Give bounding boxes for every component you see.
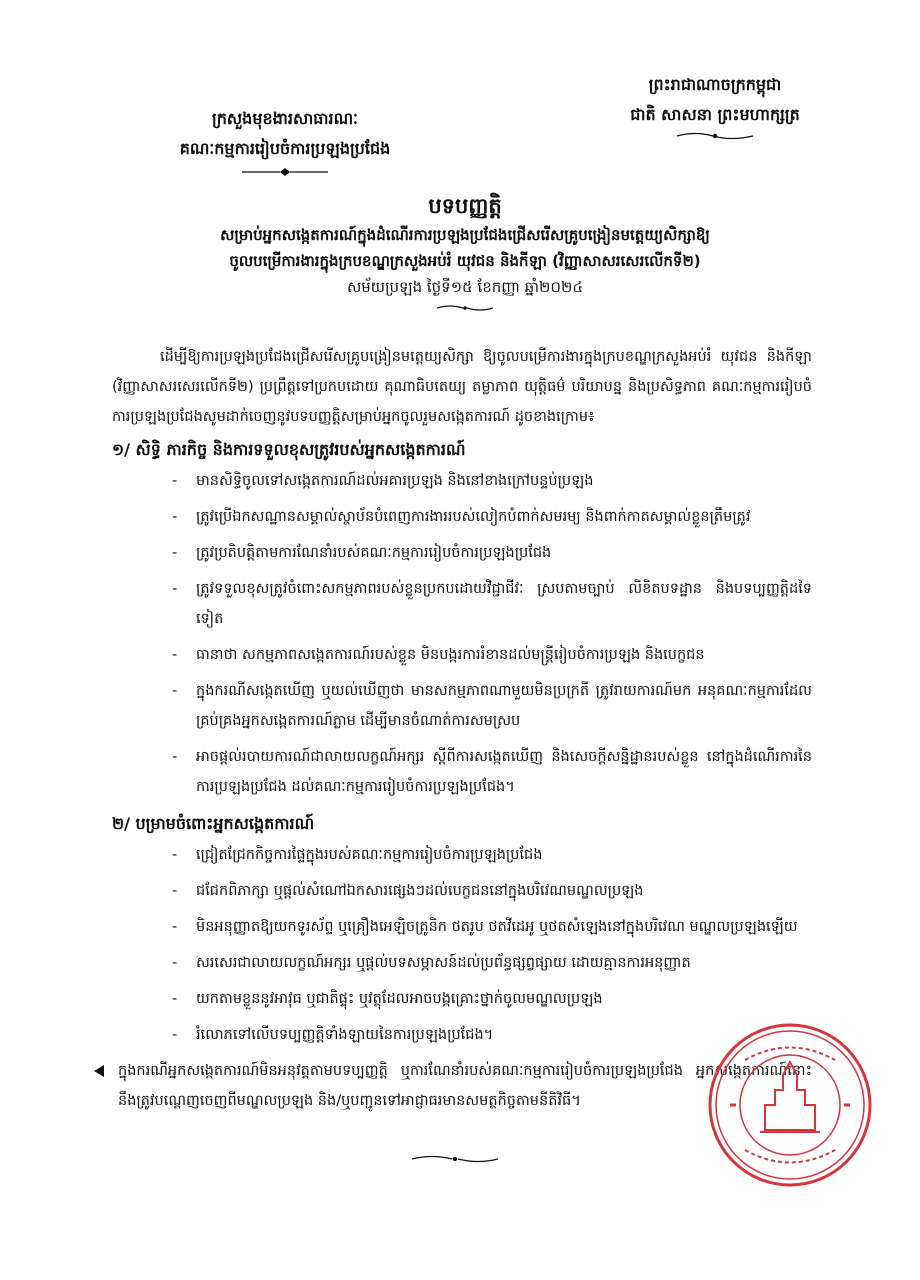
list-item: - ត្រូវប្រតិបត្តិតាមការណែនាំរបស់គណៈកម្មការរៀបចំការប្រឡងប្រជែង xyxy=(172,538,812,568)
document-body xyxy=(112,342,812,1116)
ornament-divider-icon xyxy=(240,166,330,178)
ministry-header xyxy=(150,104,420,178)
exam-date: សម័យប្រឡង ថ្ងៃទី១៥ ខែកញ្ញា ឆ្នាំ២០២៤ xyxy=(346,278,583,296)
section-2-list xyxy=(112,840,812,1050)
section-1-list xyxy=(112,466,812,802)
list-item: - ធានាថា សកម្មភាពសង្កេតការណ៍របស់ខ្លួន មិនបង្ករការរំខានដល់មន្ត្រីរៀបចំការប្រឡង និងបេក្ខជន xyxy=(172,640,812,670)
list-item: - រំលោភទៅលើបទប្បញ្ញត្តិទាំងឡាយនៃការប្រឡងប្រជែង។ xyxy=(172,1020,812,1050)
section-1-title: ១/ សិទ្ធិ ភារកិច្ច និងការទទួលខុសត្រូវរបស់អ្នកសង្កេតការណ៍ xyxy=(112,440,466,459)
ornament-divider-icon xyxy=(675,130,755,142)
ornament-divider-icon xyxy=(435,302,495,314)
ornament-divider-icon xyxy=(410,1153,500,1165)
section-2-title: ២/ បម្រាមចំពោះអ្នកសង្កេតការណ៍ xyxy=(112,814,315,833)
kingdom-header xyxy=(615,70,815,142)
document-subtitle-line-2: ចូលបម្រើការងារក្នុងក្របខណ្ឌក្រសួងអប់រំ យុវជន និងកីឡា (វិញ្ញាសាសរសេរលើកទី២) xyxy=(229,252,701,270)
list-item: - ជជែកពិភាក្សា ឬផ្តល់សំណៅឯកសារផ្សេងៗដល់បេក្ខជននៅក្នុងបរិវេណមណ្ឌលប្រឡង xyxy=(172,876,812,906)
document-title-block xyxy=(120,190,810,314)
document-subtitle-line-1: សម្រាប់អ្នកសង្កេតការណ៍ក្នុងដំណើរការប្រឡងប្រជែងជ្រើសរើសគ្រូបង្រៀនមត្តេយ្យសិក្សាឱ្យ xyxy=(220,226,710,244)
penalty-note-text: ក្នុងករណីអ្នកសង្កេតការណ៍មិនអនុវត្តតាមបទប្បញ្ញត្តិ ឬការណែនាំរបស់គណៈកម្មការរៀបចំការប្រឡងប្រជែង អ្នកសង្កេតការណ៍នោះនឹងត្រូវបណ្តេញចេញពីមណ្ឌលប្រឡង និង/ឬបញ្ជូនទៅអាជ្ញាធរមានសមត្ថកិច្ចតាមនីតិវិធី។ xyxy=(118,1063,812,1109)
list-item: - អាចផ្តល់របាយការណ៍ជាលាយលក្ខណ៍អក្សរ ស្តីពីការសង្កេតឃើញ និងសេចក្តីសន្និដ្ឋានរបស់ខ្លួន នៅក្នុងដំណើរការនៃការប្រឡងប្រជែង ដល់គណៈកម្មការរៀបចំការប្រឡងប្រជែង។ xyxy=(172,742,812,802)
kingdom-title: ព្រះរាជាណាចក្រកម្ពុជា xyxy=(648,75,782,94)
committee-name: គណៈកម្មការរៀបចំការប្រឡងប្រជែង xyxy=(179,139,391,158)
official-seal-icon xyxy=(705,1020,875,1190)
list-item: - ត្រូវប្រើឯកសណ្ឋានសម្គាល់ស្ថាប័នបំពេញការងាររបស់លៀកបំពាក់សមរម្យ និងពាក់កាតសម្គាល់ខ្លួនត្រឹមត្រូវ xyxy=(172,502,812,532)
list-item: - ជ្រៀតជ្រែកកិច្ចការផ្ទៃក្នុងរបស់គណៈកម្មការរៀបចំការប្រឡងប្រជែង xyxy=(172,840,812,870)
document-title: បទបញ្ញត្តិ xyxy=(428,194,502,218)
left-triangle-icon xyxy=(94,1065,104,1077)
list-item: - ត្រូវទទួលខុសត្រូវចំពោះសកម្មភាពរបស់ខ្លួនប្រកបដោយវិជ្ជាជីវៈ ស្របតាមច្បាប់ លិខិតបទដ្ឋាន និងបទប្បញ្ញត្តិដទៃទៀត xyxy=(172,574,812,634)
list-item: - ក្នុងករណីសង្កេតឃើញ ឬយល់ឃើញថា មានសកម្មភាពណាមួយមិនប្រក្រតី ត្រូវរាយការណ៍មក អនុគណៈកម្មការដែលគ្រប់គ្រងអ្នកសង្កេតការណ៍ភ្លាម ដើម្បីមានចំណាត់ការសមស្រប xyxy=(172,676,812,736)
intro-paragraph: ដើម្បីឱ្យការប្រឡងប្រជែងជ្រើសរើសគ្រូបង្រៀនមត្តេយ្យសិក្សា ឱ្យចូលបម្រើការងារក្នុងក្របខណ្ឌក្រសួងអប់រំ យុវជន និងកីឡា (វិញ្ញាសាសរសេរលើកទី២) ប្រព្រឹត្តទៅប្រកបដោយ គុណាធិបតេយ្យ តម្លាភាព យុត្តិធម៌ បរិយាបន្ន និងប្រសិទ្ធភាព គណៈកម្មការរៀបចំការប្រឡងប្រជែងសូមដាក់ចេញនូវបទបញ្ញត្តិសម្រាប់អ្នកចូលរួមសង្កេតការណ៍ ដូចខាងក្រោម៖ xyxy=(112,349,812,425)
national-motto: ជាតិ សាសនា ព្រះមហាក្សត្រ xyxy=(630,105,800,124)
list-item: - មានសិទ្ធិចូលទៅសង្កេតការណ៍ដល់អគារប្រឡង និងនៅខាងក្រៅបន្ទប់ប្រឡង xyxy=(172,466,812,496)
list-item: - សរសេរជាលាយលក្ខណ៍អក្សរ ឬផ្តល់បទសម្ភាសន៍ដល់ប្រព័ន្ធផ្សព្វផ្សាយ ដោយគ្មានការអនុញ្ញាត xyxy=(172,948,812,978)
list-item: - យកតាមខ្លួននូវអាវុធ ឬជាតិផ្ទុះ ឬវត្ថុដែលអាចបង្កគ្រោះថ្នាក់ចូលមណ្ឌលប្រឡង xyxy=(172,984,812,1014)
list-item: - មិនអនុញ្ញាតឱ្យយកទូរស័ព្ទ ឬគ្រឿងអេឡិចត្រូនិក ថតរូប ថតវីដេអូ ឬថតសំឡេងនៅក្នុងបរិវេណ មណ្ឌលប្រឡងឡើយ xyxy=(172,912,812,942)
ministry-name: ក្រសួងមុខងារសាធារណៈ xyxy=(212,109,358,128)
